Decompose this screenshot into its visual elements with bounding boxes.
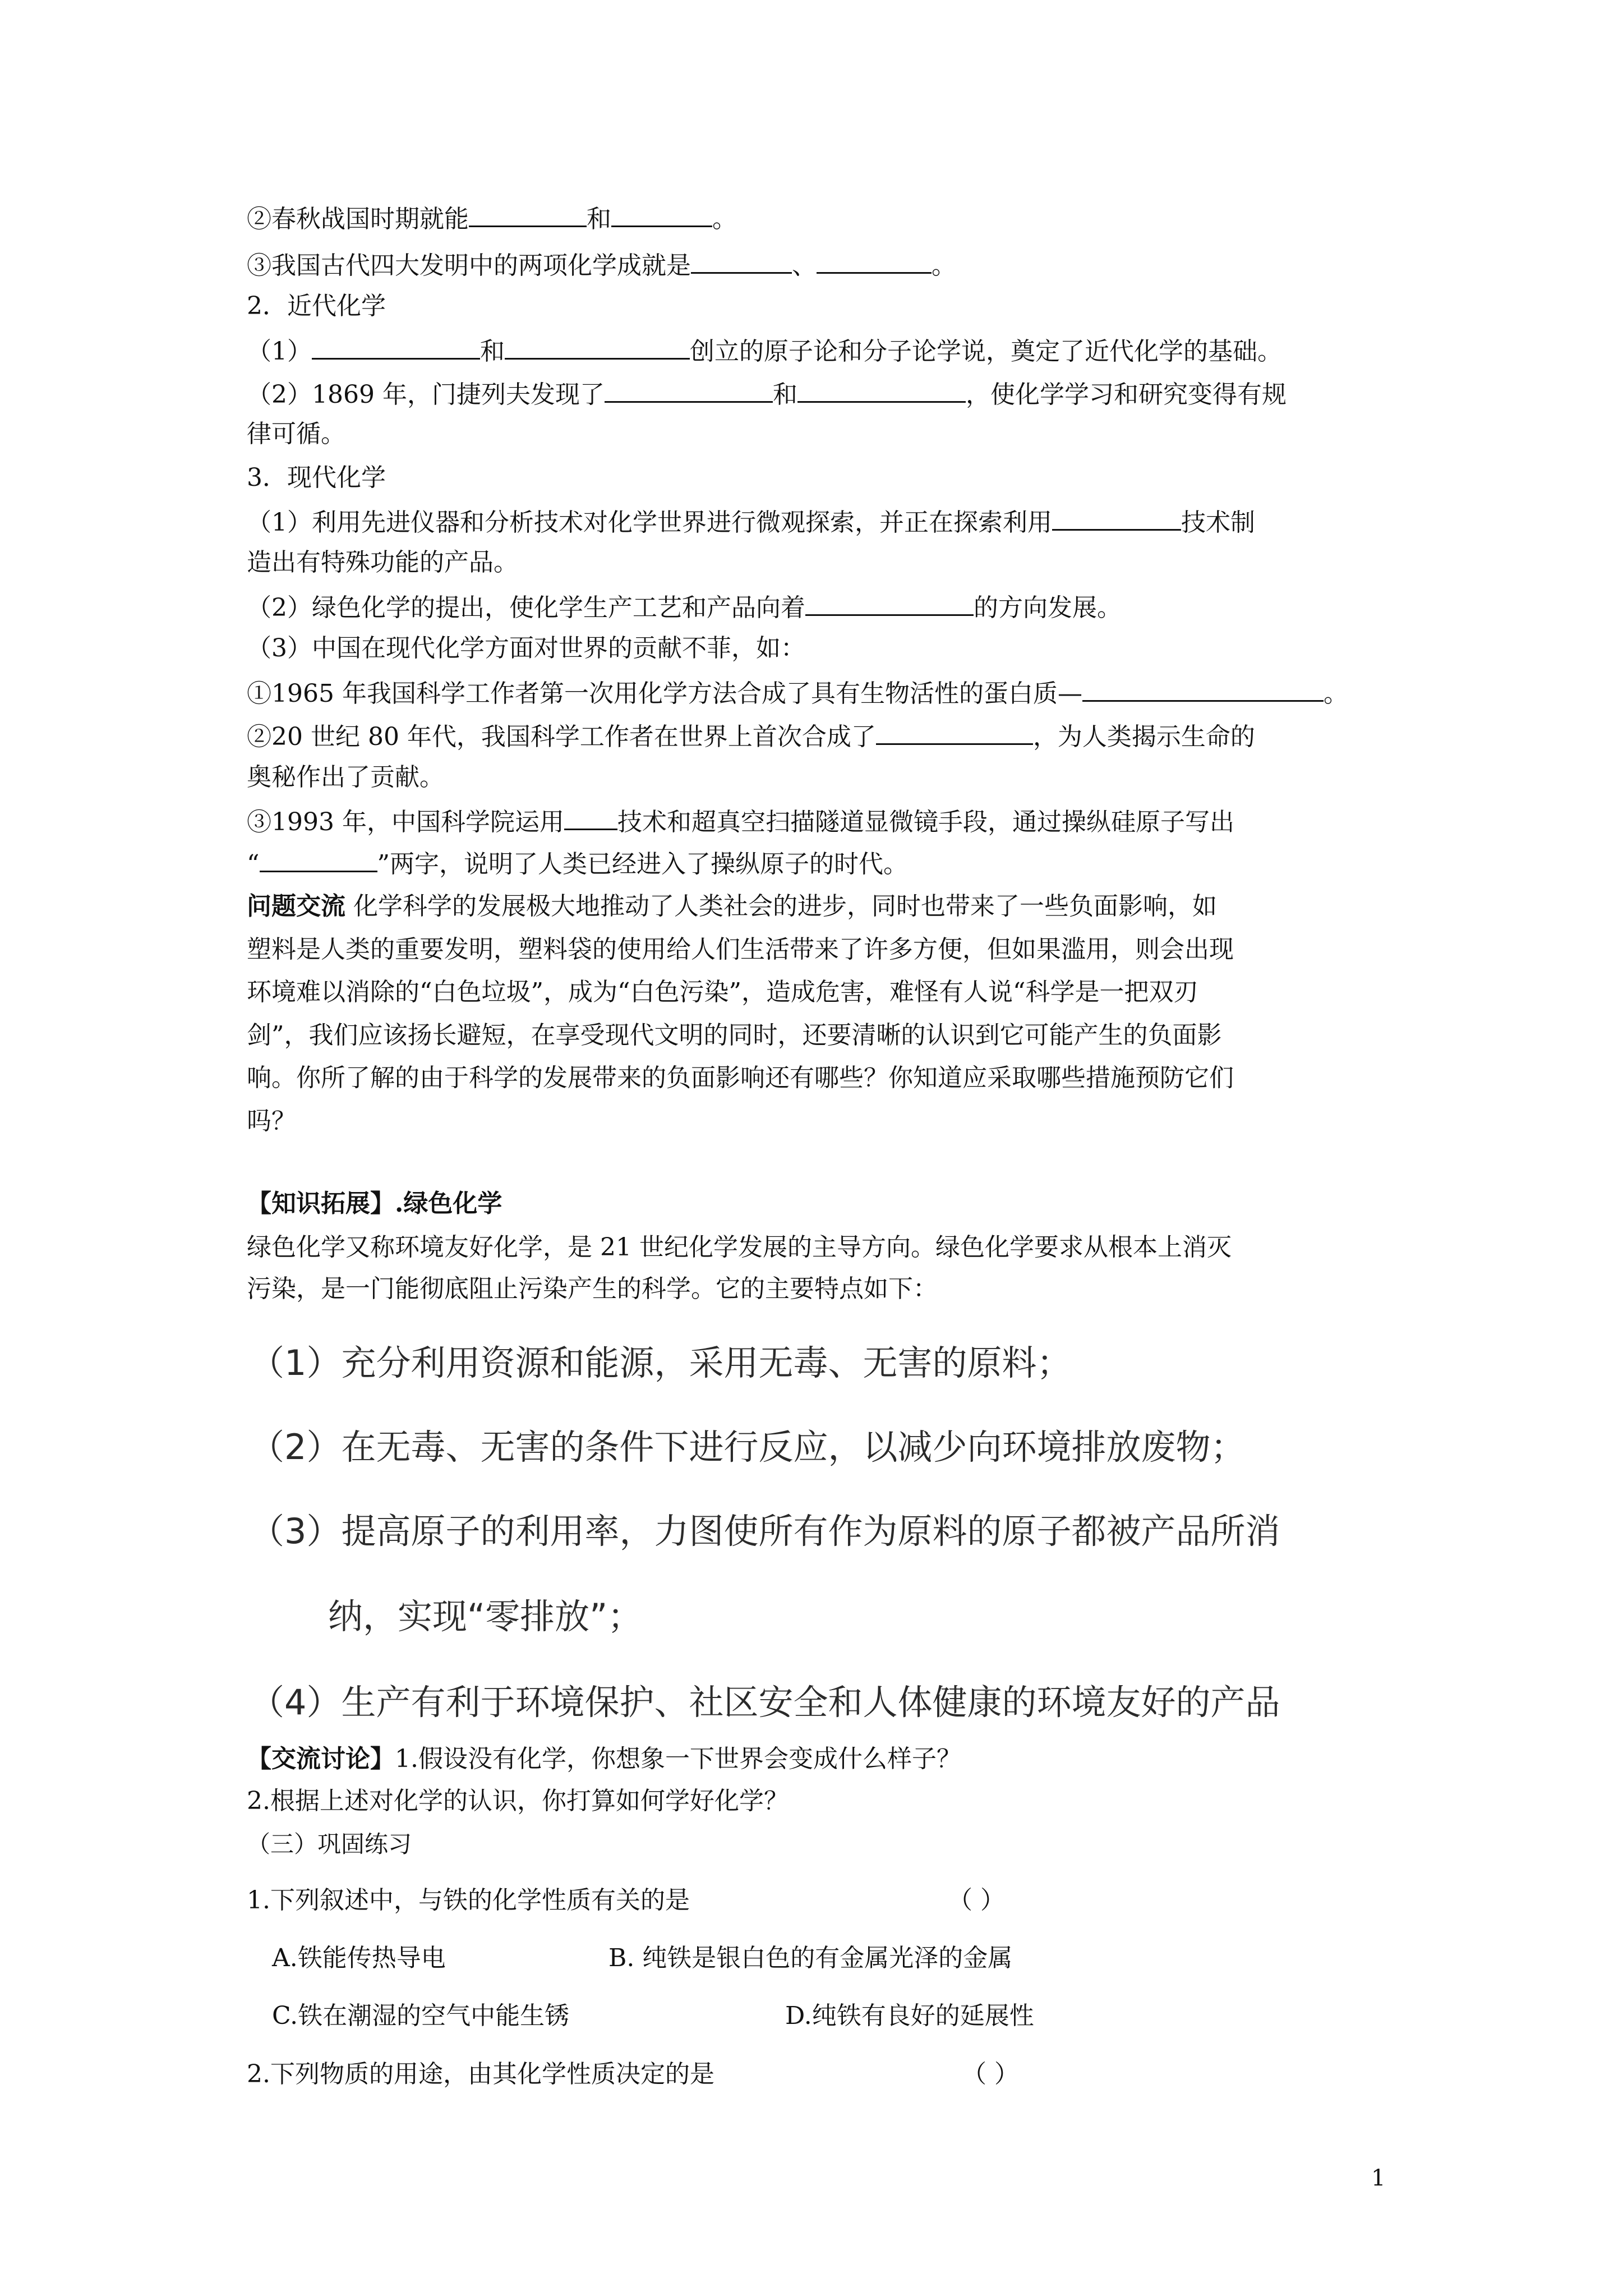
exchange-q2: 2.根据上述对化学的认识，你打算如何学好化学？ [247, 1787, 789, 1815]
fill-blank[interactable] [1082, 678, 1324, 702]
practice-q1-option-d[interactable]: D.纯铁有良好的延展性 [785, 2001, 1034, 2030]
text: （1）利用先进仪器和分析技术对化学世界进行微观探索，并正在探索利用 [247, 508, 1052, 537]
text: 、 [792, 251, 817, 280]
green-feature-4: （4）生产有利于环境保护、社区安全和人体健康的环境友好的产品 [250, 1682, 1280, 1723]
green-feature-2: （2）在无毒、无害的条件下进行反应，以减少向环境排放废物； [250, 1427, 1246, 1467]
fill-blank[interactable] [260, 848, 377, 872]
text: 1.假设没有化学，你想象一下世界会变成什么样子？ [395, 1745, 961, 1773]
text: 。 [712, 205, 737, 233]
contemporary-title: 3．现代化学 [247, 463, 386, 492]
text: 化学科学的发展极大地推动了人类社会的进步，同时也带来了一些负面影响，如 [345, 892, 1217, 921]
fill-blank[interactable] [805, 592, 974, 616]
text: 。 [932, 251, 956, 280]
text: 技术和超真空扫描隧道显微镜手段，通过操纵硅原子写出 [617, 808, 1234, 836]
practice-q1-answer-paren[interactable]: （ ） [948, 1886, 1005, 1915]
fill-blank[interactable] [312, 335, 480, 360]
contemporary-item-1-cont: 造出有特殊功能的产品。 [247, 548, 518, 577]
text: ”两字，说明了人类已经进入了操纵原子的时代。 [377, 850, 908, 878]
fill-blank[interactable] [611, 203, 712, 227]
china-contribution-2 [247, 721, 1537, 752]
contemporary-item-3: （3）中国在现代化学方面对世界的贡献不菲，如： [247, 634, 805, 662]
discussion-line-4: 剑”，我们应该扬长避短，在享受现代文明的同时，还要清晰的认识到它可能产生的负面影 [247, 1021, 1222, 1050]
china-contribution-3-cont [247, 848, 1537, 879]
green-intro-1: 绿色化学又称环境友好化学，是 21 世纪化学发展的主导方向。绿色化学要求从根本上消灭 [247, 1233, 1232, 1262]
exchange-q1 [247, 1745, 1537, 1774]
text: ③我国古代四大发明中的两项化学成就是 [247, 251, 691, 280]
green-intro-2: 污染，是一门能彻底阻止污染产生的科学。它的主要特点如下： [247, 1274, 938, 1303]
fill-blank[interactable] [797, 379, 966, 403]
practice-q2: 2.下列物质的用途，由其化学性质决定的是 [247, 2060, 714, 2088]
exchange-label: 【交流讨论】 [247, 1745, 395, 1773]
ancient-line-3 [247, 250, 1537, 280]
fill-blank[interactable] [1052, 507, 1181, 531]
modern-item-1 [247, 335, 1537, 366]
text: 1.下列叙述中，与铁的化学性质有关的是 [247, 1886, 690, 1915]
green-feature-3-cont: 纳，实现“零排放”； [328, 1596, 643, 1637]
practice-q1-option-c[interactable]: C.铁在潮湿的空气中能生锈 [272, 2001, 570, 2030]
china-contribution-1 [247, 678, 1537, 708]
china-contribution-2-cont: 奥秘作出了贡献。 [247, 763, 444, 792]
text: 。 [1323, 679, 1348, 708]
fill-blank[interactable] [876, 721, 1033, 745]
discussion-line-5: 响。你所了解的由于科学的发展带来的负面影响还有哪些？你知道应采取哪些措施预防它们 [247, 1064, 1234, 1092]
text: （2）1869 年，门捷列夫发现了 [247, 380, 605, 409]
text: ①1965 年我国科学工作者第一次用化学方法合成了具有生物活性的蛋白质— [247, 679, 1082, 708]
text: 创立的原子论和分子论学说，奠定了近代化学的基础。 [690, 337, 1282, 366]
text: 技术制 [1181, 508, 1255, 537]
fill-blank[interactable] [817, 250, 932, 274]
text: ，使化学学习和研究变得有规 [965, 380, 1287, 409]
practice-q1-option-a[interactable]: A.铁能传热导电 [272, 1944, 446, 1972]
discussion-line-2: 塑料是人类的重要发明，塑料袋的使用给人们生活带来了许多方便，但如果滥用，则会出现 [247, 935, 1234, 964]
page-number: 1 [1371, 2165, 1386, 2191]
china-contribution-3 [247, 806, 1537, 837]
ancient-line-2 [247, 203, 1537, 234]
green-feature-1: （1）充分利用资源和能源，采用无毒、无害的原料； [250, 1342, 1072, 1383]
text: “ [247, 850, 260, 878]
text: 的方向发展。 [974, 593, 1122, 622]
modern-title: 2．近代化学 [247, 292, 386, 320]
fill-blank[interactable] [469, 203, 587, 227]
text: （2）绿色化学的提出，使化学生产工艺和产品向着 [247, 593, 805, 622]
modern-item-2-cont: 律可循。 [247, 420, 345, 448]
text: ，为人类揭示生命的 [1032, 723, 1255, 751]
text: 和 [772, 380, 797, 409]
text: ③1993 年，中国科学院运用 [247, 808, 564, 836]
green-chemistry-heading: 【知识拓展】.绿色化学 [247, 1189, 502, 1218]
discussion-line-6: 吗？ [247, 1107, 296, 1135]
discussion-label: 问题交流 [247, 892, 345, 921]
fill-blank[interactable] [564, 806, 617, 830]
contemporary-item-2 [247, 592, 1537, 623]
text: ②春秋战国时期就能 [247, 205, 469, 233]
text: 和 [480, 337, 505, 366]
contemporary-item-1 [247, 507, 1537, 537]
practice-q1 [247, 1886, 1537, 1915]
green-feature-3: （3）提高原子的利用率，力图使所有作为原料的原子都被产品所消 [250, 1511, 1280, 1552]
practice-q2-answer-paren[interactable]: （ ） [962, 2060, 1019, 2088]
discussion-line-3: 环境难以消除的“白色垃圾”，成为“白色污染”，造成危害，难怪有人说“科学是一把双刃 [247, 978, 1198, 1006]
fill-blank[interactable] [505, 335, 690, 360]
discussion-line-1 [247, 892, 1537, 921]
fill-blank[interactable] [605, 379, 773, 403]
text: （1） [247, 337, 312, 366]
modern-item-2 [247, 379, 1537, 409]
practice-title: （三）巩固练习 [247, 1830, 412, 1858]
practice-q1-option-b[interactable]: B. 纯铁是银白色的有金属光泽的金属 [608, 1944, 1013, 1972]
text: ②20 世纪 80 年代，我国科学工作者在世界上首次合成了 [247, 723, 876, 751]
text: 和 [587, 205, 611, 233]
fill-blank[interactable] [691, 250, 792, 274]
